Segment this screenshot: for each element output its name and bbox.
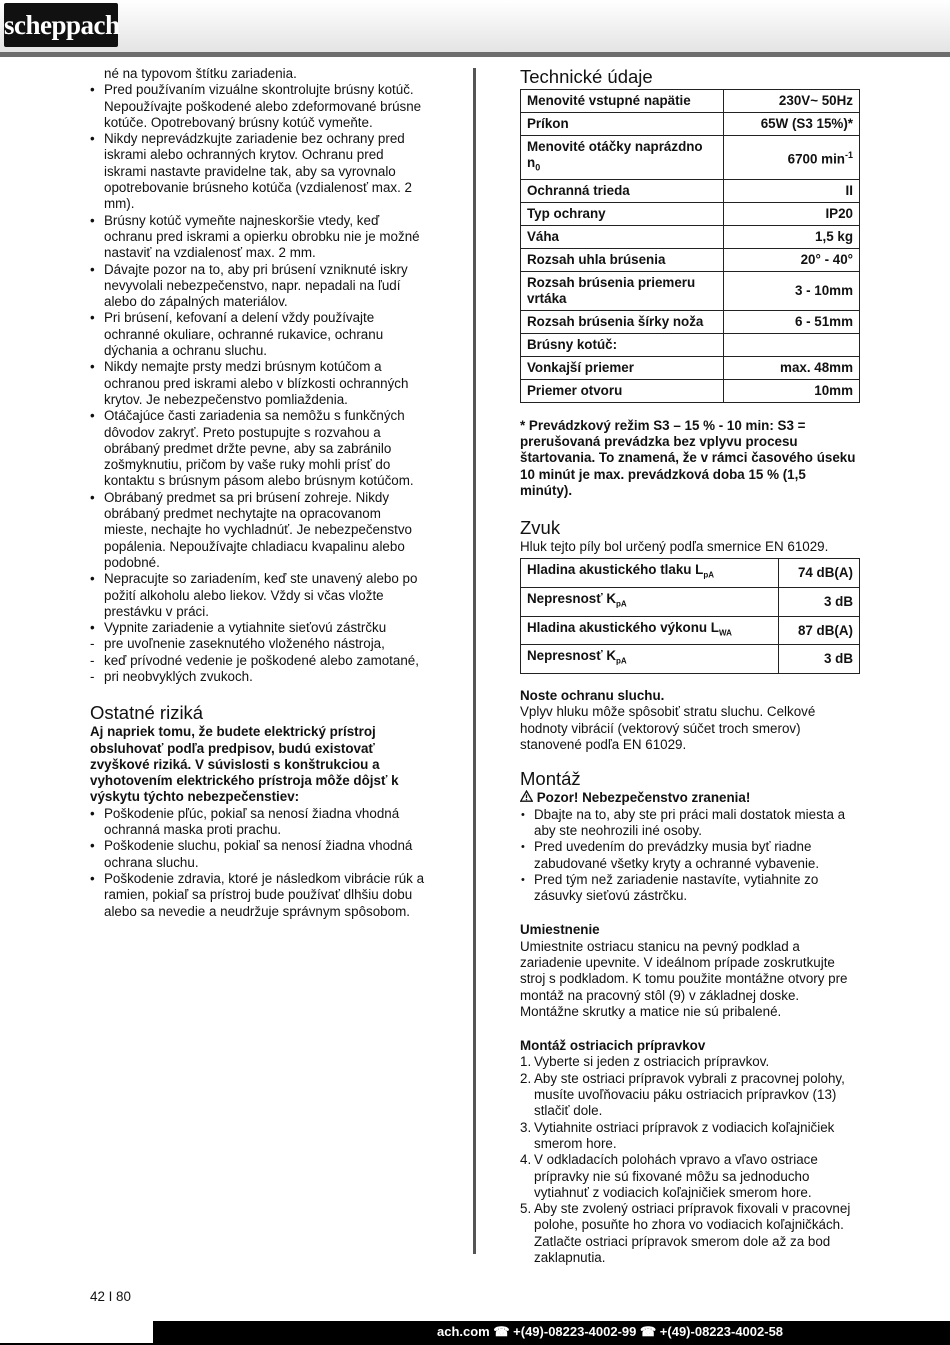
jigs-title: Montáž ostriacich prípravkov xyxy=(520,1038,706,1054)
duty-cycle-footnote: * Prevádzkový režim S3 – 15 % - 10 min: S3 = prerušovaná prevádzka bez vplyvu procesu štartovania. To znamená, že v rámci časového úseku 10 minút je max. prevádzková doba 15 % (1,5 minúty). xyxy=(520,417,856,498)
sound-heading: Zvuk xyxy=(520,517,561,539)
table-row xyxy=(521,90,860,113)
table-row xyxy=(521,271,860,310)
safety-list xyxy=(90,82,426,636)
list-item: • Dbajte na to, aby ste pri práci mali dostatok miesta a aby ste neohrozili iné osoby. xyxy=(520,807,860,840)
list-item: 3. Vytiahnite ostriaci prípravok z vodiacich koľajničiek smerom hore. xyxy=(520,1119,835,1151)
list-item: • Nepracujte so zariadením, keď ste unavený alebo po požití alkoholu alebo liekov. Vždy si včas vložte prestávku v práci. xyxy=(90,571,426,620)
list-item: 1. Vyberte si jeden z ostriacich prípravkov. xyxy=(520,1054,770,1070)
right-column xyxy=(520,66,860,1266)
row-value: 1,5 kg xyxy=(724,225,860,248)
list-item: • Pred tým než zariadenie nastavíte, vytiahnite zo zásuvky sieťovú zástrčku. xyxy=(520,872,860,905)
row-value xyxy=(724,333,860,356)
list-item: - keď prívodné vedenie je poškodené alebo zamotané, xyxy=(90,653,426,669)
footer-contact: ach.com ☎ +(49)-08223-4002-99 ☎ +(49)-08223-4002-58 xyxy=(437,1324,784,1339)
table-row xyxy=(521,225,860,248)
row-label: Menovité otáčky naprázdno $n_0$ xyxy=(521,136,724,180)
list-item: • Poškodenie zdravia, ktoré je následkom vibrácie rúk a ramien, pokiaľ sa prístroj bude používať dlhšiu dobu alebo sa nevedie a neudržuje správnym spôsobom. xyxy=(90,871,426,920)
row-label: Ochranná trieda xyxy=(521,179,724,202)
table-row xyxy=(521,179,860,202)
footer-bar xyxy=(0,1321,950,1345)
page-header xyxy=(0,0,950,57)
table-row xyxy=(521,136,860,180)
row-value: 3 - 10mm xyxy=(724,271,860,310)
row-label: Rozsah brúsenia priemeru vrtáka xyxy=(521,271,724,310)
footer-white-block xyxy=(0,1321,153,1343)
row-value: 87 dB(A) xyxy=(779,616,860,645)
placement-text: Umiestnite ostriacu stanicu na pevný podklad a zariadenie upevnite. V ideálnom prípade zoskrutkujte stroj s podkladom. K tomu použite montážne otvory pre montáž na pracovný stôl (9) v základnej doske. Montážne skrutky a matice nie sú pribalené. xyxy=(520,938,848,1019)
row-value: IP20 xyxy=(724,202,860,225)
row-value: 74 dB(A) xyxy=(779,559,860,588)
table-row xyxy=(521,645,860,674)
table-row xyxy=(521,202,860,225)
table-row xyxy=(521,379,860,402)
row-value: 65W (S3 15%)* xyxy=(724,113,860,136)
table-row xyxy=(521,616,860,645)
other-risks-intro: Aj napriek tomu, že budete elektrický prístroj obsluhovať podľa predpisov, budú existovať zvyškové riziká. V súvislosti s konštrukciou a vyhotovením elektrického prístroja môže dôjsť k výskytu týchto nebezpečenstiev: xyxy=(90,724,399,805)
brand-logo: scheppach xyxy=(4,3,118,47)
row-label: Menovité vstupné napätie xyxy=(521,90,724,113)
list-item: • Pri brúsení, kefovaní a delení vždy používajte ochranné okuliare, ochranné rukavice, ochranu dýchania a ochranu sluchu. xyxy=(90,310,426,359)
row-label: Hladina akustického výkonu $L_{WA}$ xyxy=(521,616,779,645)
left-column xyxy=(90,66,426,920)
warning-triangle-icon xyxy=(520,790,533,802)
list-item: 4. V odkladacích polohách vpravo a vľavo ostriace prípravky nie sú fixované môžu sa jednoducho vytiahnuť z vodiacich koľajničiek smerom hore. xyxy=(520,1152,818,1200)
list-item: 5. Aby ste zvolený ostriaci prípravok fixovali v pracovnej polohe, posuňte ho zhora vo vodiacich koľajničkách. Zatlačte ostriaci prípravok smerom dole až za bod zaklapnutia. xyxy=(520,1201,851,1266)
table-row xyxy=(521,559,860,588)
row-value: max. 48mm xyxy=(724,356,860,379)
column-divider xyxy=(473,68,476,1254)
row-label: Rozsah uhla brúsenia xyxy=(521,248,724,271)
list-item: • Pred používaním vizuálne skontrolujte brúsny kotúč. Nepoužívajte poškodené alebo zdeformované brúsne kotúče. Opotrebovaný brúsny kotúč vymeňte. xyxy=(90,82,426,131)
tech-data-table xyxy=(520,89,860,403)
row-label: Nepresnosť $K_{pA}$ xyxy=(521,588,779,617)
injury-warning: Pozor! Nebezpečenstvo zranenia! xyxy=(520,790,860,806)
row-value: 3 dB xyxy=(779,588,860,617)
table-row xyxy=(521,356,860,379)
table-row xyxy=(521,310,860,333)
other-risks-heading: Ostatné riziká xyxy=(90,702,204,724)
table-row xyxy=(521,248,860,271)
row-value: 6 - 51mm xyxy=(724,310,860,333)
row-label: Hladina akustického tlaku $L_{pA}$ xyxy=(521,559,779,588)
row-label: Typ ochrany xyxy=(521,202,724,225)
list-item: • Vypnite zariadenie a vytiahnite sieťovú zástrčku xyxy=(90,620,426,636)
list-item: • Poškodenie sluchu, pokiaľ sa nenosí žiadna vhodná ochrana sluchu. xyxy=(90,838,426,871)
tech-data-heading: Technické údaje xyxy=(520,66,653,87)
assembly-list xyxy=(520,807,860,905)
table-row xyxy=(521,333,860,356)
intro-continuation: né na typovom štítku zariadenia. xyxy=(104,66,297,81)
list-item: • Pred uvedením do prevádzky musia byť riadne zabudované všetky kryty a ochranné vybavenie. xyxy=(520,839,860,872)
assembly-heading: Montáž xyxy=(520,768,581,790)
list-item: - pre uvoľnenie zaseknutého vloženého nástroja, xyxy=(90,636,426,652)
list-item: • Nikdy nemajte prsty medzi brúsnym kotúčom a ochranou pred iskrami alebo v blízkosti ochranných krytov. Je nebezpečenstvo pomliaždenia. xyxy=(90,359,426,408)
hearing-protection-title: Noste ochranu sluchu. xyxy=(520,688,665,704)
unplug-conditions-list xyxy=(90,636,426,685)
row-value: 20° - 40° xyxy=(724,248,860,271)
row-label: Príkon xyxy=(521,113,724,136)
row-value: II xyxy=(724,179,860,202)
list-item: • Otáčajúce časti zariadenia sa nemôžu s funkčných dôvodov zakryť. Preto postupujte s rozvahou a obrábaný predmet držte pevne, aby sa zabránilo zošmyknutiu, pričom by vaše ruky mohli prísť do kontaktu s brúsnym pásom alebo brúsnym kotúčom. xyxy=(90,408,426,489)
list-item: • Obrábaný predmet sa pri brúsení zohreje. Nikdy obrábaný predmet nechytajte na opracovanom mieste, nechajte ho vychladnúť. Je nebezpečenstvo popálenia. Nepoužívajte chladiacu kvapalinu alebo podobné. xyxy=(90,490,426,571)
table-row xyxy=(521,113,860,136)
list-item: • Brúsny kotúč vymeňte najneskoršie vtedy, keď ochranu pred iskrami a opierku obrobku nie je možné nastaviť na vzdialenosť max. 2 mm. xyxy=(90,213,426,262)
risks-list xyxy=(90,806,426,920)
page-number: 42 I 80 xyxy=(90,1289,131,1304)
row-label: Váha xyxy=(521,225,724,248)
table-row xyxy=(521,588,860,617)
sound-table xyxy=(520,558,860,674)
sound-intro: Hluk tejto píly bol určený podľa smernice EN 61029. xyxy=(520,539,829,555)
list-item: • Dávajte pozor na to, aby pri brúsení vzniknuté iskry nevyvolali nebezpečenstvo, napr. nepadali na ľudí alebo do zápalných materiálov. xyxy=(90,262,426,311)
list-item: 2. Aby ste ostriaci prípravok vybrali z pracovnej polohy, musíte uvoľňovaciu páku ostriacich prípravkov (13) stlačiť dole. xyxy=(520,1070,845,1119)
row-label: Rozsah brúsenia šírky noža xyxy=(521,310,724,333)
row-value: 230V~ 50Hz xyxy=(724,90,860,113)
placement-title: Umiestnenie xyxy=(520,922,600,938)
row-value: 6700 $\min^{-1}$ xyxy=(724,136,860,180)
row-value: 3 dB xyxy=(779,645,860,674)
list-item: - pri neobvyklých zvukoch. xyxy=(90,669,426,685)
row-label: Brúsny kotúč: xyxy=(521,333,724,356)
row-label: Nepresnosť $K_{pA}$ xyxy=(521,645,779,674)
jigs-steps xyxy=(520,1054,860,1266)
hearing-protection-text: Vplyv hluku môže spôsobiť stratu sluchu. Celkové hodnoty vibrácií (vektorový súčet troch smerov) stanovené podľa EN 61029. xyxy=(520,704,816,753)
row-value: 10mm xyxy=(724,379,860,402)
list-item: • Nikdy neprevádzkujte zariadenie bez ochrany pred iskrami alebo ochranných krytov. Ochranu pred iskrami nastavte pravidelne tak, aby sa vyrovnalo opotrebovanie brúsneho kotúča (vzdialenosť max. 2 mm). xyxy=(90,131,426,212)
row-label: Priemer otvoru xyxy=(521,379,724,402)
list-item: • Poškodenie pľúc, pokiaľ sa nenosí žiadna vhodná ochranná maska proti prachu. xyxy=(90,806,426,839)
row-label: Vonkajší priemer xyxy=(521,356,724,379)
